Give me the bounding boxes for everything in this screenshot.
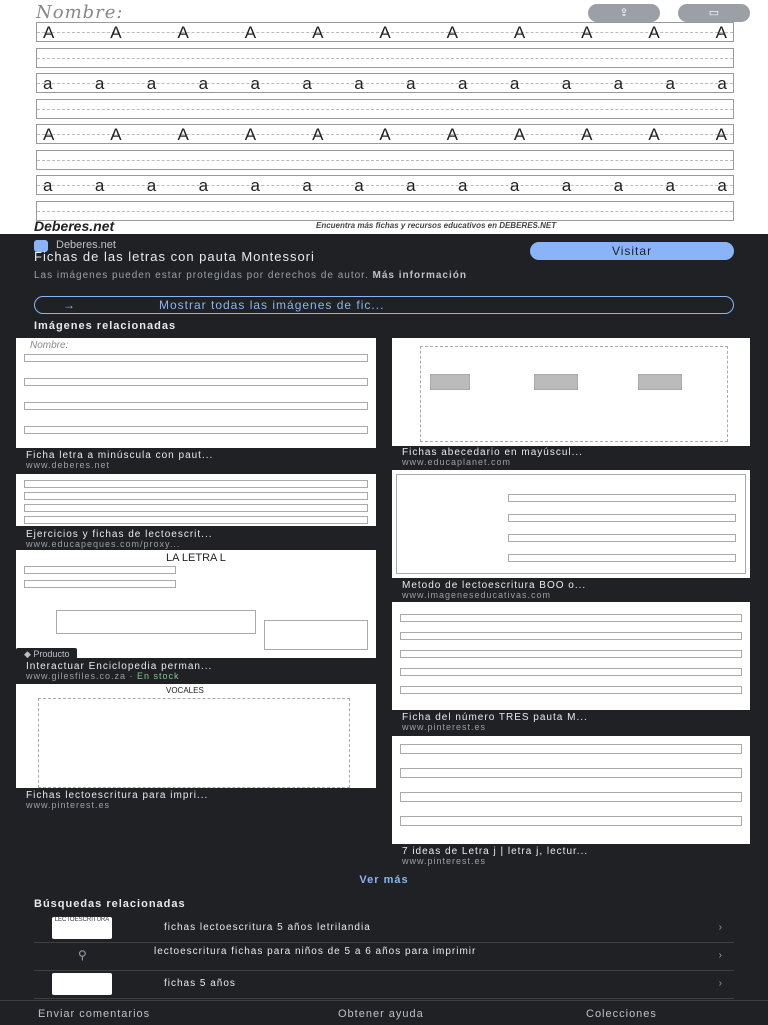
worksheet-letter: A bbox=[312, 125, 324, 144]
related-image-source: www.educaplanet.com bbox=[402, 457, 512, 467]
worksheet-letter: A bbox=[43, 125, 55, 144]
related-image-thumb[interactable] bbox=[392, 470, 750, 578]
worksheet-letter: a bbox=[458, 74, 468, 93]
worksheet-letter: a bbox=[94, 176, 105, 195]
show-all-images-button[interactable] bbox=[34, 296, 734, 314]
related-image-caption[interactable]: Ejercicios y fichas de lectoescrit... bbox=[26, 529, 213, 540]
chevron-right-icon: › bbox=[718, 950, 722, 961]
worksheet-letter: a bbox=[146, 74, 157, 93]
worksheet-letter: A bbox=[177, 23, 189, 42]
product-badge-label: Producto bbox=[33, 649, 70, 659]
worksheet-letter: A bbox=[715, 125, 727, 144]
send-feedback-link[interactable]: Enviar comentarios bbox=[38, 1008, 151, 1020]
related-image-source: www.imageneseducativas.com bbox=[402, 590, 552, 600]
related-image-caption[interactable]: Ficha letra a minúscula con paut... bbox=[26, 450, 214, 461]
related-image-source: www.pinterest.es bbox=[402, 856, 487, 866]
worksheet-letter: a bbox=[94, 74, 105, 93]
related-image-caption[interactable]: Ficha del número TRES pauta M... bbox=[402, 712, 588, 723]
worksheet-row bbox=[36, 150, 734, 170]
see-more-button[interactable]: Ver más bbox=[359, 874, 409, 886]
related-image-thumb[interactable] bbox=[16, 338, 376, 448]
worksheet-letter: a bbox=[302, 176, 312, 195]
share-icon: ⇪ bbox=[619, 7, 629, 19]
get-help-link[interactable]: Obtener ayuda bbox=[338, 1008, 424, 1020]
chevron-right-icon: › bbox=[718, 978, 722, 989]
worksheet-letter: a bbox=[665, 176, 675, 195]
share-button[interactable] bbox=[588, 4, 660, 22]
related-image-caption[interactable]: Metodo de lectoescritura BOO o... bbox=[402, 580, 587, 591]
worksheet-letter: A bbox=[581, 125, 593, 144]
worksheet-row bbox=[36, 99, 734, 119]
worksheet-letter: A bbox=[715, 23, 727, 42]
worksheet-letter: a bbox=[354, 176, 364, 195]
related-search-thumb bbox=[52, 917, 112, 939]
worksheet-name-label: Nombre: bbox=[36, 2, 124, 23]
worksheet-row bbox=[36, 73, 734, 93]
page-title[interactable]: Fichas de las letras con pauta Montessori bbox=[34, 249, 315, 264]
worksheet-letter: A bbox=[513, 125, 526, 144]
related-image-thumb[interactable] bbox=[16, 550, 376, 658]
related-search-item[interactable] bbox=[34, 942, 734, 971]
copyright-text: Las imágenes pueden estar protegidas por derechos de autor. bbox=[34, 270, 369, 281]
chevron-right-icon: › bbox=[718, 922, 722, 933]
related-image-caption[interactable]: 7 ideas de Letra j | letra j, lectur... bbox=[402, 846, 589, 857]
thumb-la-letra-l: LA LETRA L bbox=[166, 552, 226, 564]
related-image-thumb[interactable] bbox=[16, 474, 376, 526]
worksheet-row bbox=[36, 201, 734, 221]
related-image-thumb[interactable] bbox=[16, 684, 376, 788]
related-image-caption[interactable]: Fichas abecedario en mayúscul... bbox=[402, 447, 583, 458]
related-search-text: fichas 5 años bbox=[164, 978, 236, 989]
worksheet-letter: A bbox=[513, 23, 526, 42]
worksheet-letter: a bbox=[43, 74, 53, 93]
worksheet-letter: A bbox=[244, 125, 257, 144]
footer-bar bbox=[0, 1000, 768, 1025]
more-info-link[interactable]: Más información bbox=[372, 270, 467, 281]
related-image-source: www.gilesfiles.co.za · En stock bbox=[26, 671, 180, 681]
visit-button[interactable]: Visitar bbox=[530, 242, 734, 260]
show-all-label: Mostrar todas las imágenes de fic... bbox=[159, 298, 385, 312]
related-image-caption[interactable]: Interactuar Enciclopedia perman... bbox=[26, 661, 213, 672]
related-searches-heading: Búsquedas relacionadas bbox=[34, 898, 186, 910]
bookmark-icon: ▭ bbox=[708, 7, 720, 19]
related-image-source: www.educapeques.com/proxy... bbox=[26, 539, 181, 549]
worksheet-letter: a bbox=[509, 176, 520, 195]
related-search-text: fichas lectoescritura 5 años letrilandia bbox=[164, 922, 371, 933]
product-badge bbox=[16, 648, 77, 660]
search-icon: ⚲ bbox=[78, 948, 87, 962]
worksheet-row bbox=[36, 22, 734, 42]
worksheet-letter: a bbox=[509, 74, 520, 93]
main-image[interactable] bbox=[0, 0, 768, 234]
worksheet-row bbox=[36, 124, 734, 144]
thumb-vocales: VOCALES bbox=[166, 686, 204, 695]
worksheet-letter: a bbox=[561, 74, 572, 93]
worksheet-letter: A bbox=[648, 23, 660, 42]
worksheet-letter: a bbox=[406, 176, 416, 195]
related-search-thumb bbox=[52, 973, 112, 995]
worksheet-letter: a bbox=[354, 74, 364, 93]
related-image-thumb[interactable] bbox=[392, 602, 750, 710]
worksheet-letter: A bbox=[379, 125, 391, 144]
worksheet-letter: a bbox=[717, 74, 727, 93]
source-name[interactable]: Deberes.net bbox=[56, 239, 116, 251]
related-image-caption[interactable]: Fichas lectoescritura para impri... bbox=[26, 790, 209, 801]
worksheet-footer-text: Encuentra más fichas y recursos educativos en DEBERES.NET bbox=[316, 221, 557, 230]
arrow-right-icon: → bbox=[63, 298, 76, 312]
related-image-source: www.pinterest.es bbox=[402, 722, 487, 732]
tag-icon: ◆ bbox=[24, 649, 34, 659]
worksheet-letter: a bbox=[198, 176, 209, 195]
worksheet-letter: a bbox=[406, 74, 416, 93]
worksheet-letter: a bbox=[250, 176, 260, 195]
worksheet-row bbox=[36, 48, 734, 68]
related-search-thumb-text: LECTOESCRITURA bbox=[54, 917, 110, 923]
related-search-text: lectoescritura fichas para niños de 5 a 6 años para imprimir bbox=[154, 946, 477, 957]
worksheet-letter: a bbox=[198, 74, 209, 93]
related-image-source-url: www.gilesfiles.co.za bbox=[26, 671, 127, 681]
deberes-logo: Deberes.net bbox=[34, 218, 115, 234]
worksheet-letter: a bbox=[665, 74, 675, 93]
related-image-source: www.pinterest.es bbox=[26, 800, 111, 810]
worksheet-letter: A bbox=[244, 23, 257, 42]
worksheet-letter: a bbox=[302, 74, 312, 93]
worksheet-letter: A bbox=[581, 23, 593, 42]
collections-link[interactable]: Colecciones bbox=[586, 1008, 657, 1020]
worksheet-letter: a bbox=[613, 176, 624, 195]
thumb-nombre: Nombre: bbox=[30, 340, 69, 351]
worksheet-letter: A bbox=[177, 125, 189, 144]
worksheet-letter: A bbox=[446, 125, 458, 144]
worksheet-letter: a bbox=[43, 176, 53, 195]
worksheet-letter: A bbox=[379, 23, 391, 42]
worksheet-letter: A bbox=[446, 23, 458, 42]
related-image-thumb[interactable] bbox=[392, 338, 750, 446]
worksheet-letter: a bbox=[146, 176, 157, 195]
stock-status: En stock bbox=[137, 671, 180, 681]
worksheet-row bbox=[36, 175, 734, 195]
related-image-source: www.deberes.net bbox=[26, 460, 111, 470]
worksheet-letter: A bbox=[110, 125, 122, 144]
related-search-item[interactable] bbox=[34, 970, 734, 999]
related-search-item[interactable] bbox=[34, 914, 734, 943]
worksheet-letter: A bbox=[43, 23, 55, 42]
related-image-thumb[interactable] bbox=[392, 736, 750, 844]
worksheet-letter: a bbox=[561, 176, 572, 195]
related-images-heading: Imágenes relacionadas bbox=[34, 320, 177, 332]
save-button[interactable] bbox=[678, 4, 750, 22]
worksheet-letter: a bbox=[717, 176, 727, 195]
copyright-notice bbox=[34, 270, 674, 281]
worksheet-letter: a bbox=[458, 176, 468, 195]
worksheet-letter: a bbox=[250, 74, 260, 93]
worksheet-letter: a bbox=[613, 74, 624, 93]
worksheet-letter: A bbox=[648, 125, 660, 144]
worksheet-letter: A bbox=[110, 23, 122, 42]
worksheet-letter: A bbox=[312, 23, 324, 42]
